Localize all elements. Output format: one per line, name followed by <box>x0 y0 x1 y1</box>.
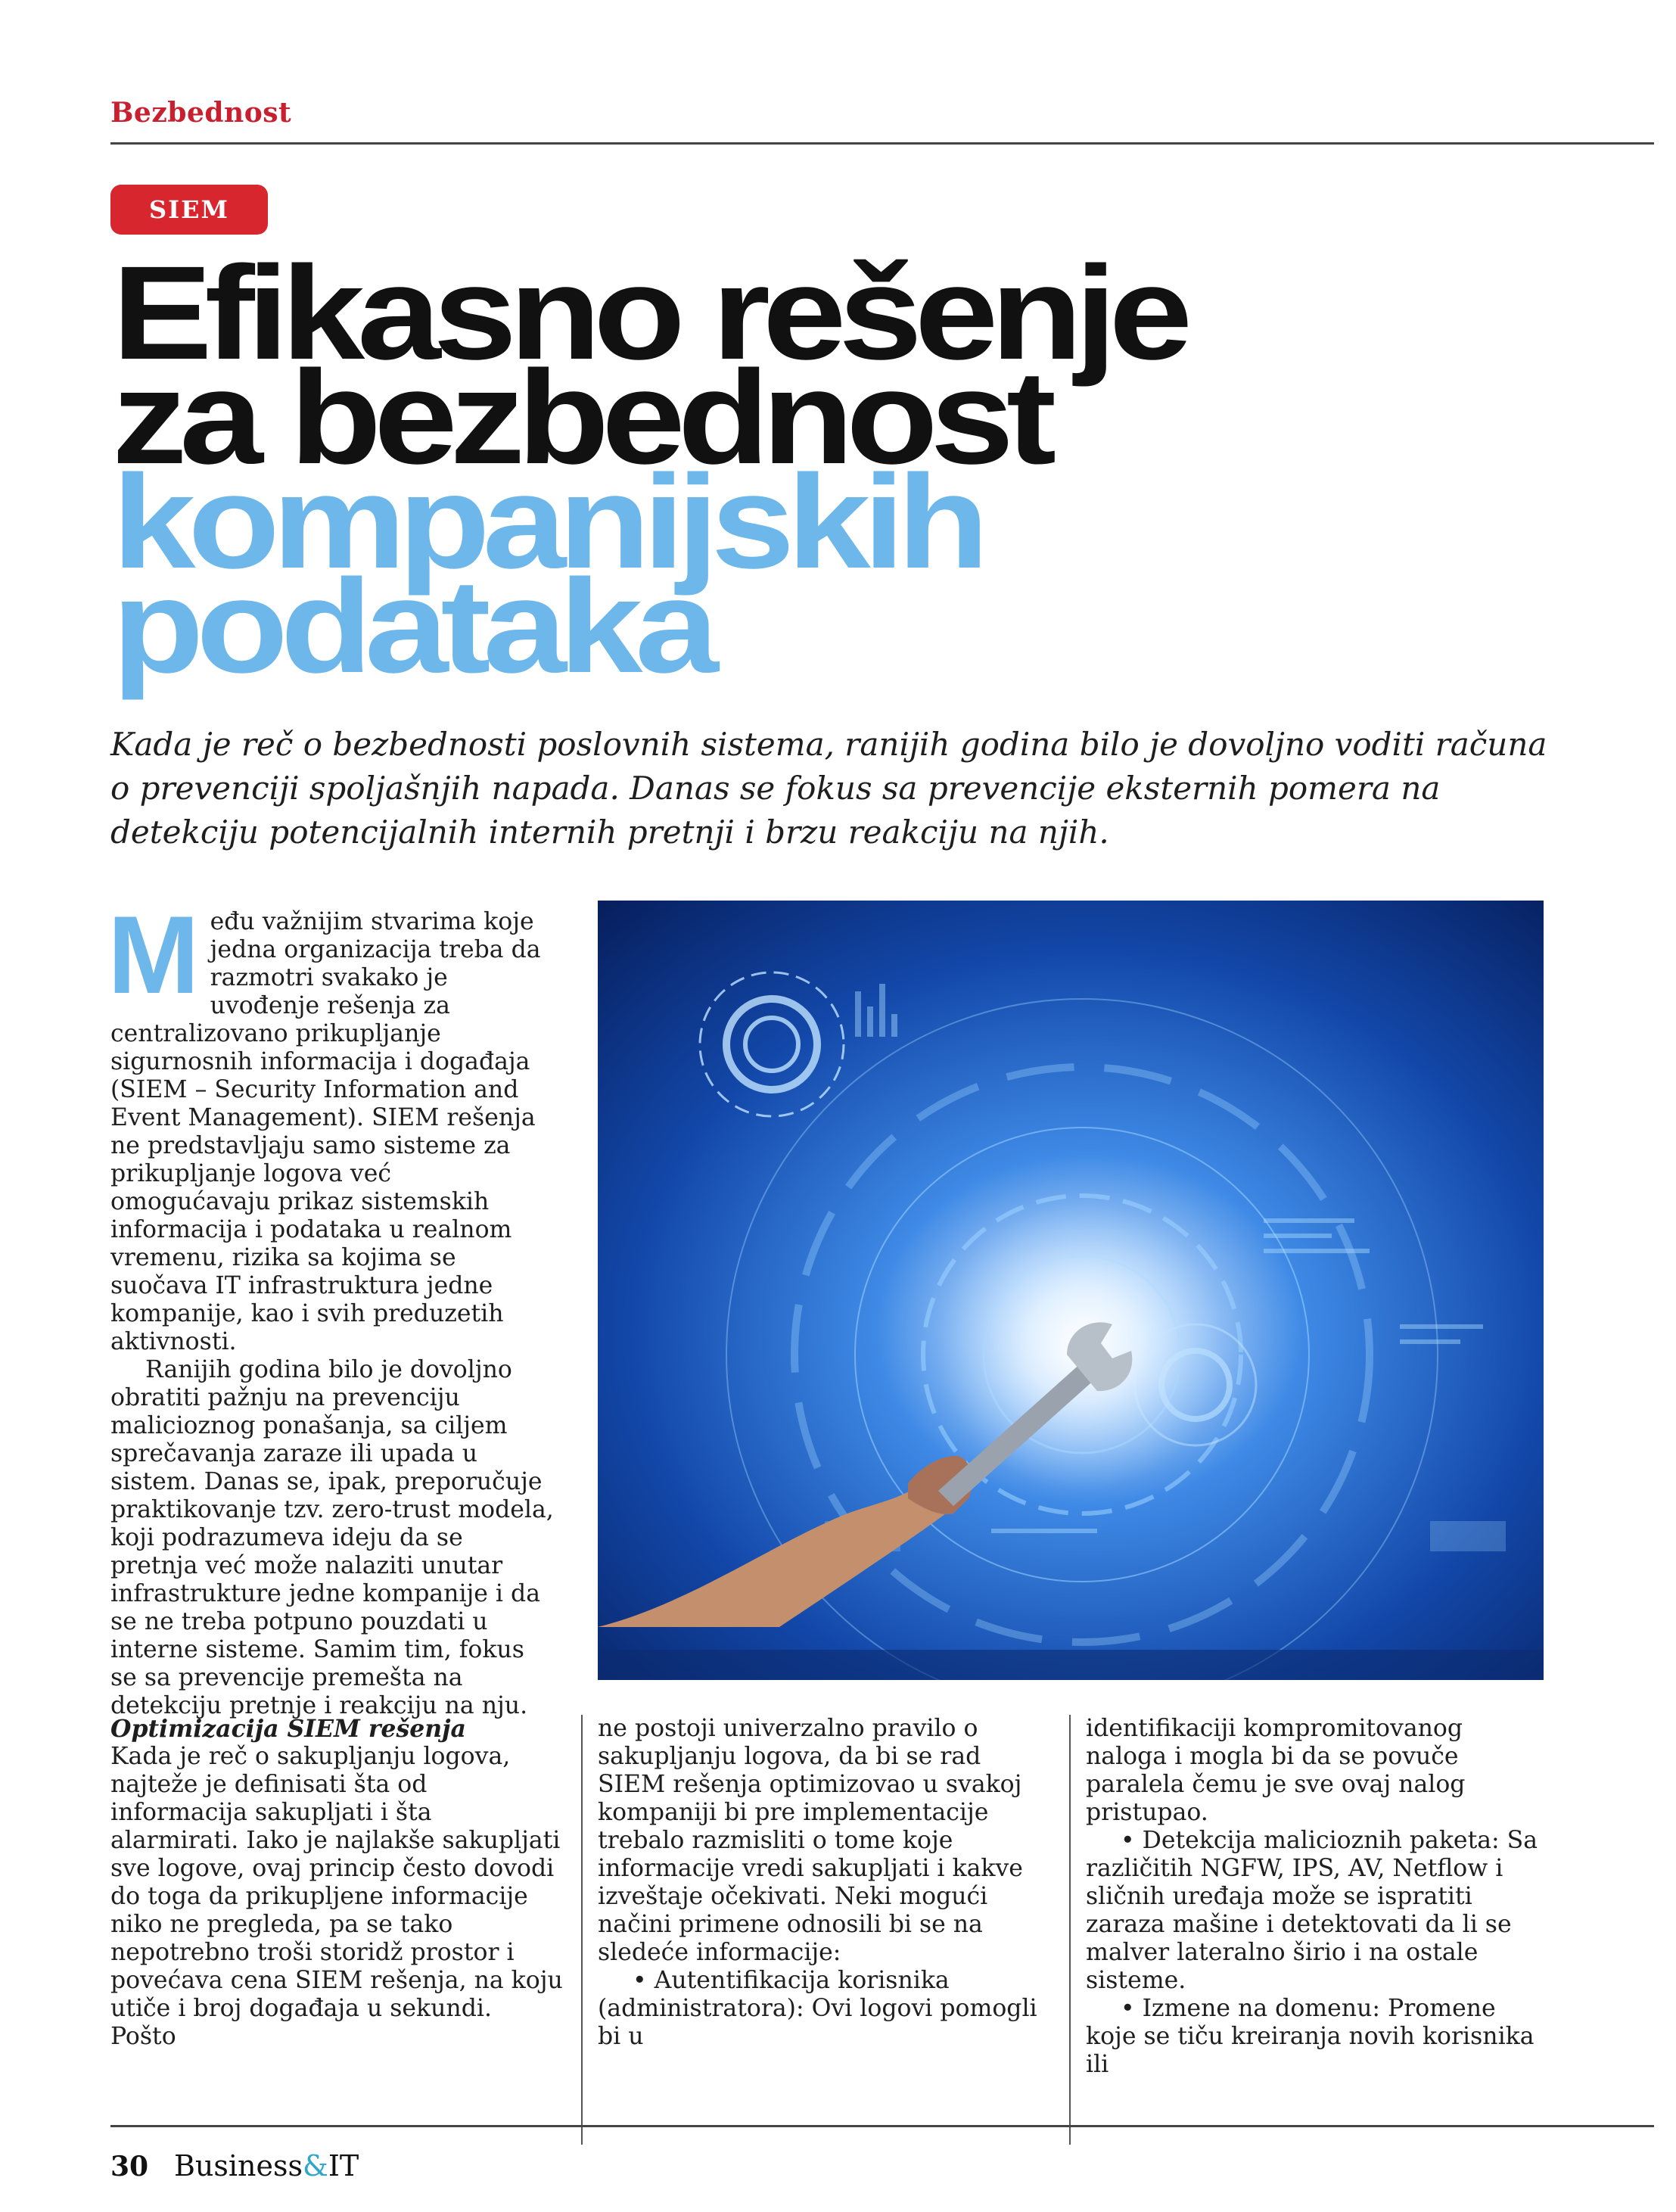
headline-line-2: za bezbednost <box>112 344 1049 492</box>
intro-paragraph-2: Ranijih godina bilo je dovoljno obratiti pažnju na prevenciju malicioznog ponašanja, sa ciljem sprečavanja zaraze ili upada u sistem. Danas se, ipak, preporučuje praktikovanje tzv. zero-trust modela, koji podrazumeva ideju da se pretnja već može nalaziti unutar infrastrukture jedne kompanije i da se ne treba potpuno pouzdati u interne sisteme. Samim tim, fokus se sa prevencije premešta na detekciju pretnje i reakciju na nju. <box>110 1356 554 1719</box>
headline-line-3: kompanijskih <box>112 448 981 596</box>
cyber-wrench-illustration <box>598 901 1544 1680</box>
column-3-bullet-1: • Detekcija malicioznih paketa: Sa različitih NGFW, IPS, AV, Netflow i sličnih uređaja može se ispratiti zaraza mašine i detektovati da li se malver lateralno širio i na ostale sisteme. <box>1086 1827 1538 1994</box>
brand-part-2: IT <box>328 2149 359 2182</box>
column-divider-2 <box>1069 1715 1071 2145</box>
column-3 <box>1086 1715 1551 2079</box>
column-2 <box>598 1715 1044 2051</box>
lead-paragraph: Kada je reč o bezbednosti poslovnih sistema, ranijih godina bilo je dovoljno voditi računa o prevenciji spoljašnjih napada. Danas se fokus sa prevencije eksternih pomera na detekciju potencijalnih internih pretnji i brzu reakciju na njih. <box>110 726 1547 851</box>
column-3-bullet-2: • Izmene na domenu: Promene koje se tiču kreiranja novih korisnika ili <box>1086 1995 1535 2078</box>
magazine-brand <box>174 2149 359 2182</box>
drop-cap: M <box>107 893 200 1016</box>
subheading: Optimizacija SIEM rešenja <box>110 1715 466 1743</box>
category-tag: SIEM <box>110 185 268 235</box>
brand-part-1: Business <box>174 2149 303 2182</box>
column-divider-1 <box>581 1715 583 2145</box>
column-1-text: Kada je reč o sakupljanju logova, najteže je definisati šta od informacija sakupljati i šta alarmirati. Iako je najlakše sakupljati sve logove, ovaj princip često dovodi do toga da prikupljene informacije niko ne pregleda, pa se tako nepotrebno troši storidž prostor i povećava cena SIEM rešenja, na koju utiče i broj događaja u sekundi. Pošto <box>110 1743 563 2050</box>
footer-rule <box>110 2125 1654 2127</box>
headline-line-1: Efikasno rešenje <box>112 239 1186 387</box>
column-2-text: ne postoji univerzalno pravilo o sakupljanju logova, da bi se rad SIEM rešenja optimizovao u svakoj kompaniji bi pre implementacije trebalo razmisliti o tome koje informacije vredi sakupljati i kakve izveštaje očekivati. Neki mogući načini primene odnosili bi se na sledeće informacije: <box>598 1715 1023 1966</box>
section-label: Bezbednost <box>110 97 292 129</box>
intro-column <box>107 893 557 1720</box>
headline <box>112 239 1676 701</box>
article-photo <box>598 901 1544 1680</box>
page-number: 30 <box>110 2151 149 2182</box>
intro-paragraph-1: eđu važnijim stvarima koje jedna organizacija treba da razmotri svakako je uvođenje rešenja za centralizovano prikupljanje sigurnosnih informacija i događaja (SIEM – Security Information and Event Management). SIEM rešenja ne predstavljaju samo sisteme za prikupljanje logova već omogućavaju prikaz sistemskih informacija i podataka u realnom vremenu, rizika sa kojima se suočava IT infrastruktura jedne kompanije, kao i svih preduzetih aktivnosti. <box>110 908 541 1355</box>
column-1 <box>110 1715 564 2051</box>
header-rule <box>110 142 1654 145</box>
column-2-bullet: • Autentifikacija korisnika (administratora): Ovi logovi pomogli bi u <box>598 1967 1037 2050</box>
brand-ampersand: & <box>303 2149 328 2182</box>
headline-line-4: podataka <box>112 552 711 701</box>
column-3-text: identifikaciji kompromitovanog naloga i mogla bi da se povuče paralela čemu je sve ovaj nalog pristupao. <box>1086 1715 1466 1826</box>
